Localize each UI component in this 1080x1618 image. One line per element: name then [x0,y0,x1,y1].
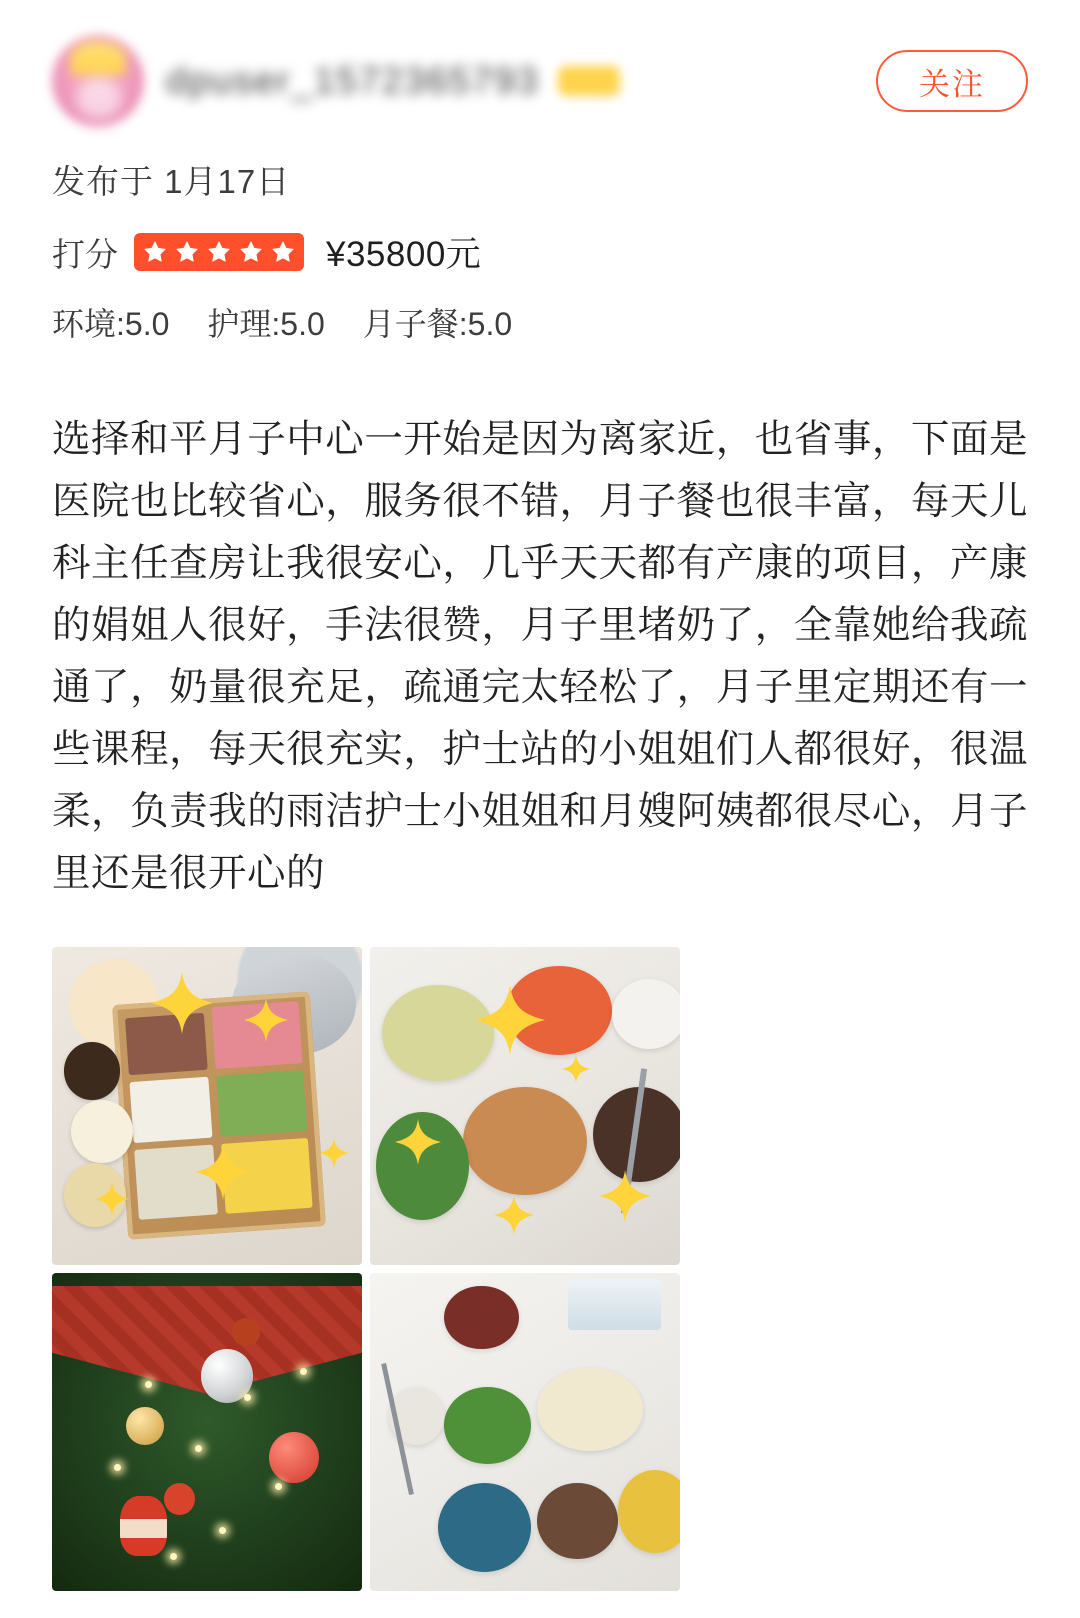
photo-table-meal[interactable] [370,1273,680,1591]
sparkle-icon [319,1138,349,1168]
subscore-meal: 月子餐:5.0 [362,306,513,342]
photo-hotpot-tray[interactable] [52,947,362,1265]
star-rating [134,233,304,271]
avatar[interactable] [52,35,144,127]
photo-christmas-tree[interactable] [52,1273,362,1591]
tray-decor [112,991,326,1240]
star-icon [269,238,297,266]
santa-decor [120,1496,167,1556]
review-text: 选择和平月子中心一开始是因为离家近，也省事，下面是医院也比较省心，服务很不错，月子餐也很丰富，每天儿科主任查房让我很安心，几乎天天都有产康的项目，产康的娟姐人很好，手法很赞，月子里堵奶了，全靠她给我疏通了，奶量很充足，疏通完太轻松了，月子里定期还有一些课程，每天很充实，护士站的小姐姐们人都很好，很温柔，负责我的雨洁护士小姐姐和月嫂阿姨都很尽心，月子里还是很开心的 [52,418,1028,895]
napkin-box-decor [568,1279,661,1330]
star-icon [141,238,169,266]
price-value: ¥35800元 [326,235,482,274]
rating-label: 打分 [52,235,118,273]
star-icon [205,238,233,266]
review-header [0,0,1080,118]
username: dpuser_1572365793 [166,60,540,101]
follow-button[interactable]: 关注 [876,50,1028,112]
review-meta [0,156,1080,345]
star-icon [173,238,201,266]
publish-date: 发布于 1月17日 [52,163,291,200]
vip-badge-icon [558,66,620,96]
photo-meal-set[interactable] [370,947,680,1265]
rating-row [52,227,1028,277]
photo-grid [52,947,680,1591]
subscore-list [52,299,1028,345]
subscore-nursing: 护理:5.0 [207,306,325,342]
star-icon [237,238,265,266]
sparkle-icon [562,1055,590,1083]
subscore-environment: 环境:5.0 [52,306,170,342]
user-info[interactable] [166,60,876,102]
sparkle-icon [494,1195,534,1235]
